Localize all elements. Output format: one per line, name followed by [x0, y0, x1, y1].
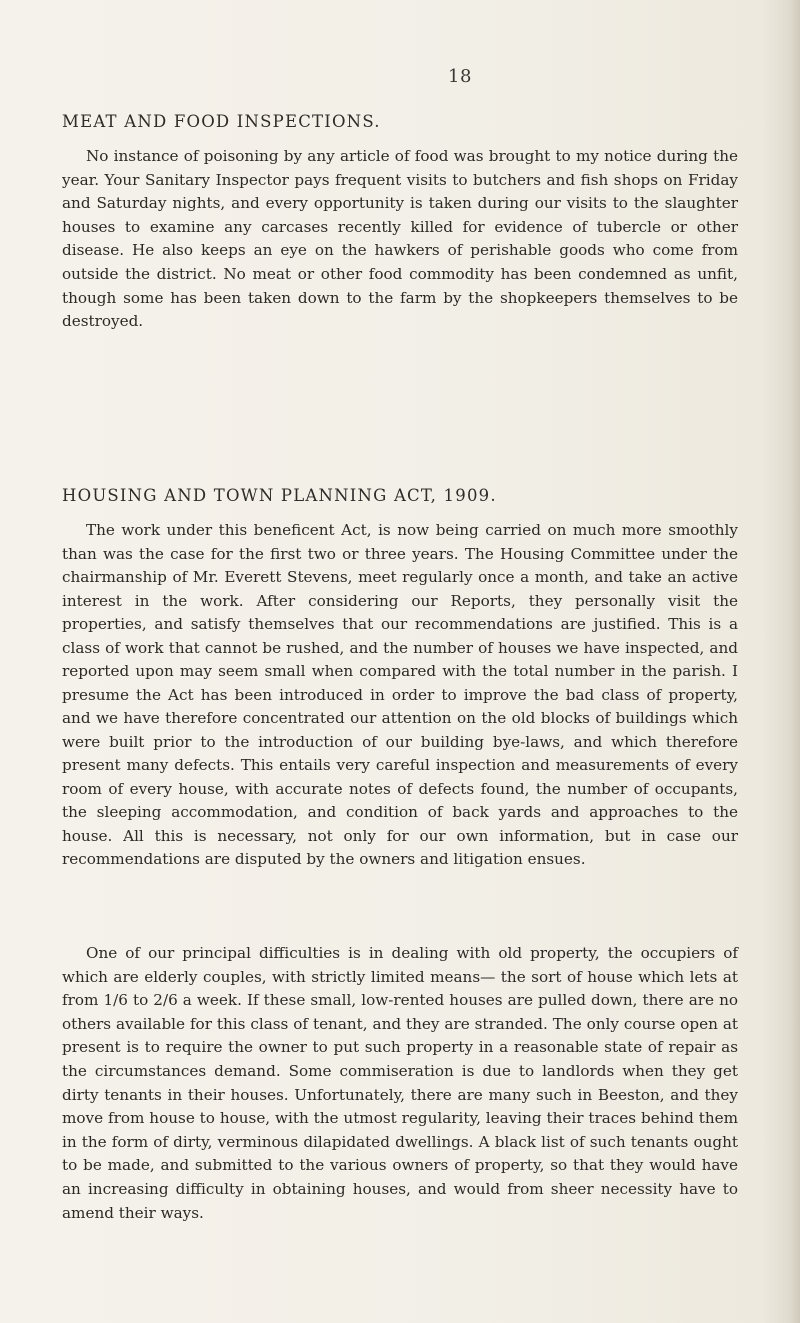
section-heading-meat-food: MEAT AND FOOD INSPECTIONS. — [62, 112, 381, 131]
page-number: 18 — [448, 66, 472, 87]
paragraph-housing-difficulties: One of our principal difficulties is in dealing with old property, the occupiers of which are elderly couples, with strictly limited means— the sort of house which lets at from 1/6 to 2/6 a week. If these small, low-rented houses are pulled down, there are no others available for this class of tenant, and they are stranded. The only course open at present is to require the owner to put such property in a reasonable state of repair as the circumstances demand. Some commiseration is due to landlords when they get dirty tenants in their houses. Unfortunately, there are many such in Beeston, and they move from house to house, with the utmost regularity, leaving their traces behind them in the form of dirty, verminous dilapidated dwellings. A black list of such tenants ought to be made, and submitted to the various owners of property, so that they would have an increasing difficulty in obtaining houses, and would from sheer necessity have to amend their ways. — [62, 944, 738, 1222]
paragraph-housing-work: The work under this beneficent Act, is now being carried on much more smoothly than was the case for the first two or three years. The Housing Committee under the chairmanship of Mr. Everett Stevens, meet regularly once a month, and take an active interest in the work. After considering our Reports, they personally visit the properties, and satisfy themselves that our recommendations are justified. This is a class of work that cannot be rushed, and the number of houses we have inspected, and reported upon may seem small when compared with the total number in the parish. I presume the Act has been introduced in order to improve the bad class of property, and we have therefore concentrated our attention on the old blocks of buildings which were built prior to the introduction of our building bye-laws, and which therefore present many defects. This entails very careful inspection and measurements of every room of every house, with accurate notes of defects found, the number of occupants, the sleeping accommodation, and condition of back yards and approaches to the house. All this is necessary, not only for our own information, but in case our recommendations are disputed by the owners and litigation ensues. — [62, 521, 738, 868]
section-heading-housing: HOUSING AND TOWN PLANNING ACT, 1909. — [62, 486, 497, 505]
page-edge-shadow — [762, 0, 800, 1323]
paragraph-meat-food: No instance of poisoning by any article of food was brought to my notice during the year. Your Sanitary Inspector pays frequent visits to butchers and fish shops on Friday and Saturday nights, and every opportunity is taken during our visits to the slaughter houses to examine any carcases recently killed for evidence of tubercle or other disease. He also keeps an eye on the hawkers of perishable goods who come from outside the district. No meat or other food commodity has been condemned as unfit, though some has been taken down to the farm by the shopkeepers themselves to be destroyed. — [62, 147, 738, 331]
